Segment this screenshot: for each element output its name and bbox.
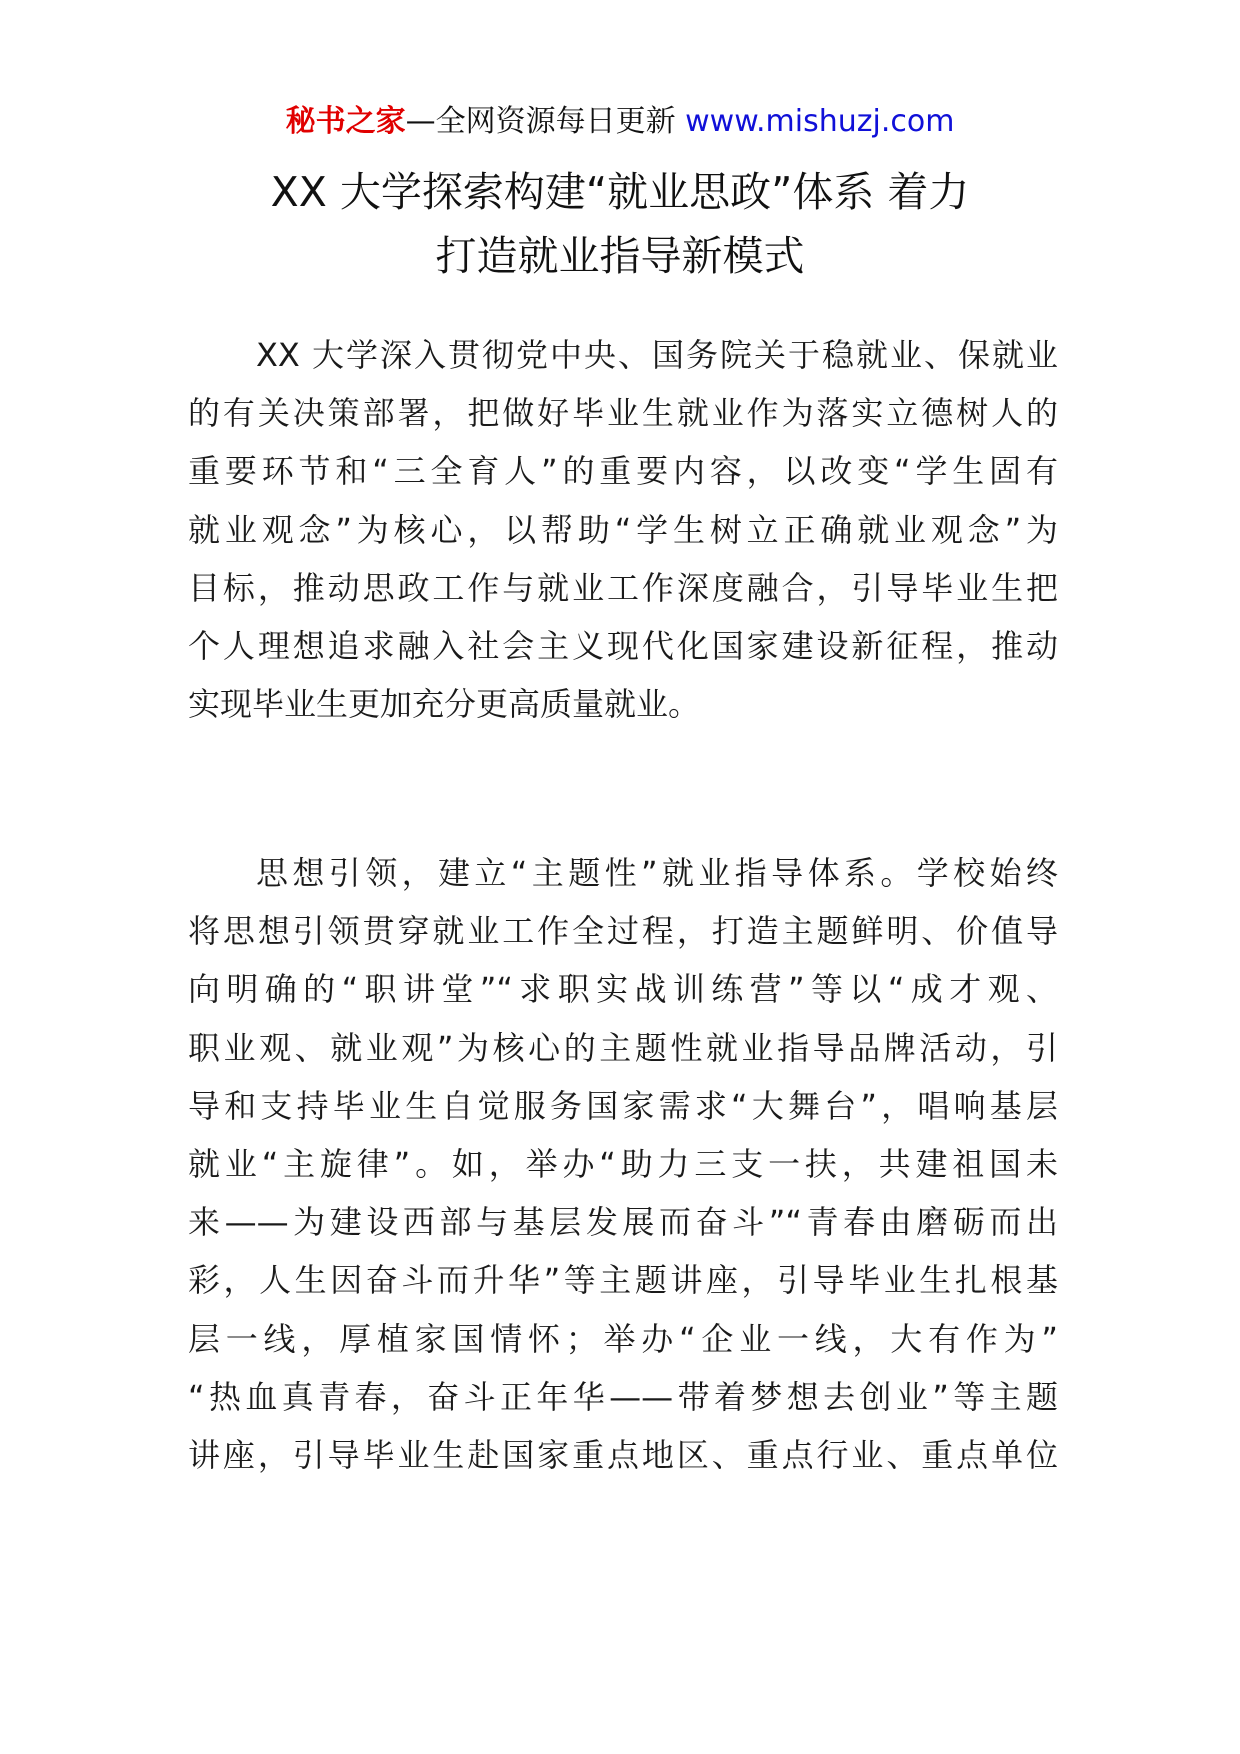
- paragraph-line: 来——为建设西部与基层发展而奋斗”“青春由磨砺而出: [188, 1203, 1058, 1242]
- paragraph-line: 就业观念”为核心，以帮助“学生树立正确就业观念”为: [188, 510, 1058, 549]
- site-brand: 秘书之家: [285, 104, 406, 139]
- paragraph-intro: [188, 326, 1058, 733]
- document-title: [0, 160, 1240, 288]
- paragraph-line: 重要环节和“三全育人”的重要内容，以改变“学生固有: [188, 452, 1058, 491]
- site-slogan: —全网资源每日更新: [405, 104, 676, 139]
- site-header: [0, 100, 1240, 144]
- paragraph-line: XX 大学深入贯彻党中央、国务院关于稳就业、保就业: [256, 336, 1058, 374]
- paragraph-line: 将思想引领贯穿就业工作全过程，打造主题鲜明、价值导: [188, 912, 1058, 951]
- paragraph-line: 职业观、就业观”为核心的主题性就业指导品牌活动，引: [188, 1028, 1058, 1067]
- paragraph-line: 个人理想追求融入社会主义现代化国家建设新征程，推动: [188, 626, 1058, 665]
- paragraph-line: 彩，人生因奋斗而升华”等主题讲座，引导毕业生扎根基: [188, 1261, 1058, 1300]
- paragraph-line: 导和支持毕业生自觉服务国家需求“大舞台”，唱响基层: [188, 1086, 1058, 1125]
- site-url-link[interactable]: www.mishuzj.com: [685, 104, 955, 139]
- title-line: XX 大学探索构建“就业思政”体系 着力: [270, 168, 970, 216]
- paragraph-line: “热血真青春，奋斗正年华——带着梦想去创业”等主题: [188, 1377, 1058, 1416]
- paragraph-line: 思想引领，建立“主题性”就业指导体系。学校始终: [256, 854, 1058, 892]
- paragraph-line: 实现毕业生更加充分更高质量就业。: [188, 685, 701, 724]
- paragraph-line: 目标，推动思政工作与就业工作深度融合，引导毕业生把: [188, 568, 1058, 607]
- paragraph-line: 讲座，引导毕业生赴国家重点地区、重点行业、重点单位: [188, 1435, 1058, 1474]
- paragraph-line: 的有关决策部署，把做好毕业生就业作为落实立德树人的: [188, 394, 1058, 433]
- paragraph-thought-guidance: [188, 844, 1058, 1484]
- paragraph-line: 就业“主旋律”。如，举办“助力三支一扶，共建祖国未: [188, 1144, 1058, 1183]
- paragraph-line: 层一线，厚植家国情怀；举办“企业一线，大有作为”: [188, 1319, 1058, 1358]
- title-line: 打造就业指导新模式: [435, 232, 805, 280]
- paragraph-line: 向明确的“职讲堂”“求职实战训练营”等以“成才观、: [188, 970, 1058, 1009]
